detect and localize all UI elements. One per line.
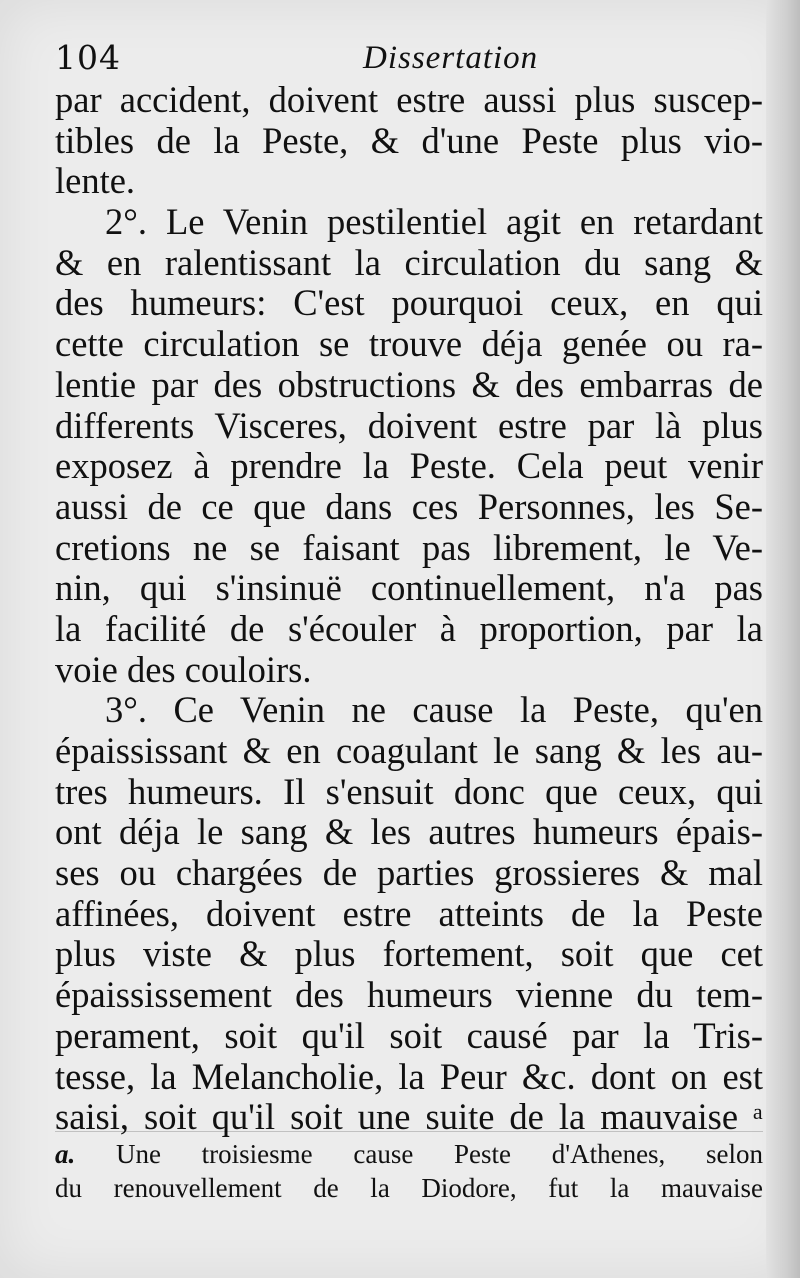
text-line: exposez à prendre la Peste. Cela peut venir	[55, 445, 763, 487]
footnote-line	[55, 1137, 763, 1171]
text-line: differents Visceres, doivent estre par là plus	[55, 404, 763, 446]
text-line: cretions ne se faisant pas librement, le Ve-	[55, 526, 763, 568]
text-line: cette circulation se trouve déja genée ou ra-	[55, 323, 763, 365]
text-line: épaississement des humeurs vienne du tem-	[55, 974, 763, 1016]
text-line: 2°. Le Venin pestilentiel agit en retardant	[105, 201, 763, 243]
text-line: tres humeurs. Il s'ensuit donc que ceux, qui	[55, 770, 763, 812]
text-line: perament, soit qu'il soit causé par la Tris-	[55, 1014, 763, 1056]
running-head: Dissertation	[363, 40, 539, 76]
text-line: tibles de la Peste, & d'une Peste plus vio-	[55, 119, 763, 161]
text-line: lente.	[55, 160, 136, 202]
text-line: plus viste & plus fortement, soit que cet	[55, 933, 763, 975]
text-line: & en ralentissant la circulation du sang &	[55, 241, 763, 283]
text-line: nin, qui s'insinuë continuellement, n'a pas	[55, 567, 763, 609]
footnote-separator	[55, 1131, 763, 1132]
text-line: ses ou chargées de parties grossieres & mal	[55, 852, 763, 894]
page-number: 104	[55, 38, 121, 77]
text-line: la facilité de s'écouler à proportion, par la	[55, 607, 763, 649]
body-text	[55, 80, 763, 1138]
footnote-text: Une troisiesme cause Peste d'Athenes, selon	[115, 1139, 764, 1169]
text-line: lentie par des obstructions & des embarras de	[55, 363, 763, 405]
footnote	[55, 1137, 763, 1205]
text-line: tesse, la Melancholie, la Peur &c. dont on est	[55, 1055, 763, 1097]
text-line: ont déja le sang & les autres humeurs épais-	[55, 811, 763, 853]
page-edge-shadow	[766, 0, 800, 1278]
text-line: saisi, soit qu'il soit une suite de la mauvaise ᵃ	[55, 1096, 763, 1138]
text-line: affinées, doivent estre atteints de la Peste	[55, 892, 763, 934]
text-line: aussi de ce que dans ces Personnes, les Se-	[55, 485, 763, 527]
footnote-line: du renouvellement de la Diodore, fut la mauvaise	[55, 1173, 763, 1203]
text-line: 3°. Ce Venin ne cause la Peste, qu'en	[105, 689, 763, 731]
text-line: par accident, doivent estre aussi plus suscep-	[55, 79, 763, 120]
text-line: des humeurs: C'est pourquoi ceux, en qui	[55, 282, 763, 324]
text-line: voie des couloirs.	[55, 648, 312, 690]
text-line: épaississant & en coagulant le sang & les au-	[55, 730, 763, 771]
footnote-marker: a.	[55, 1139, 76, 1169]
